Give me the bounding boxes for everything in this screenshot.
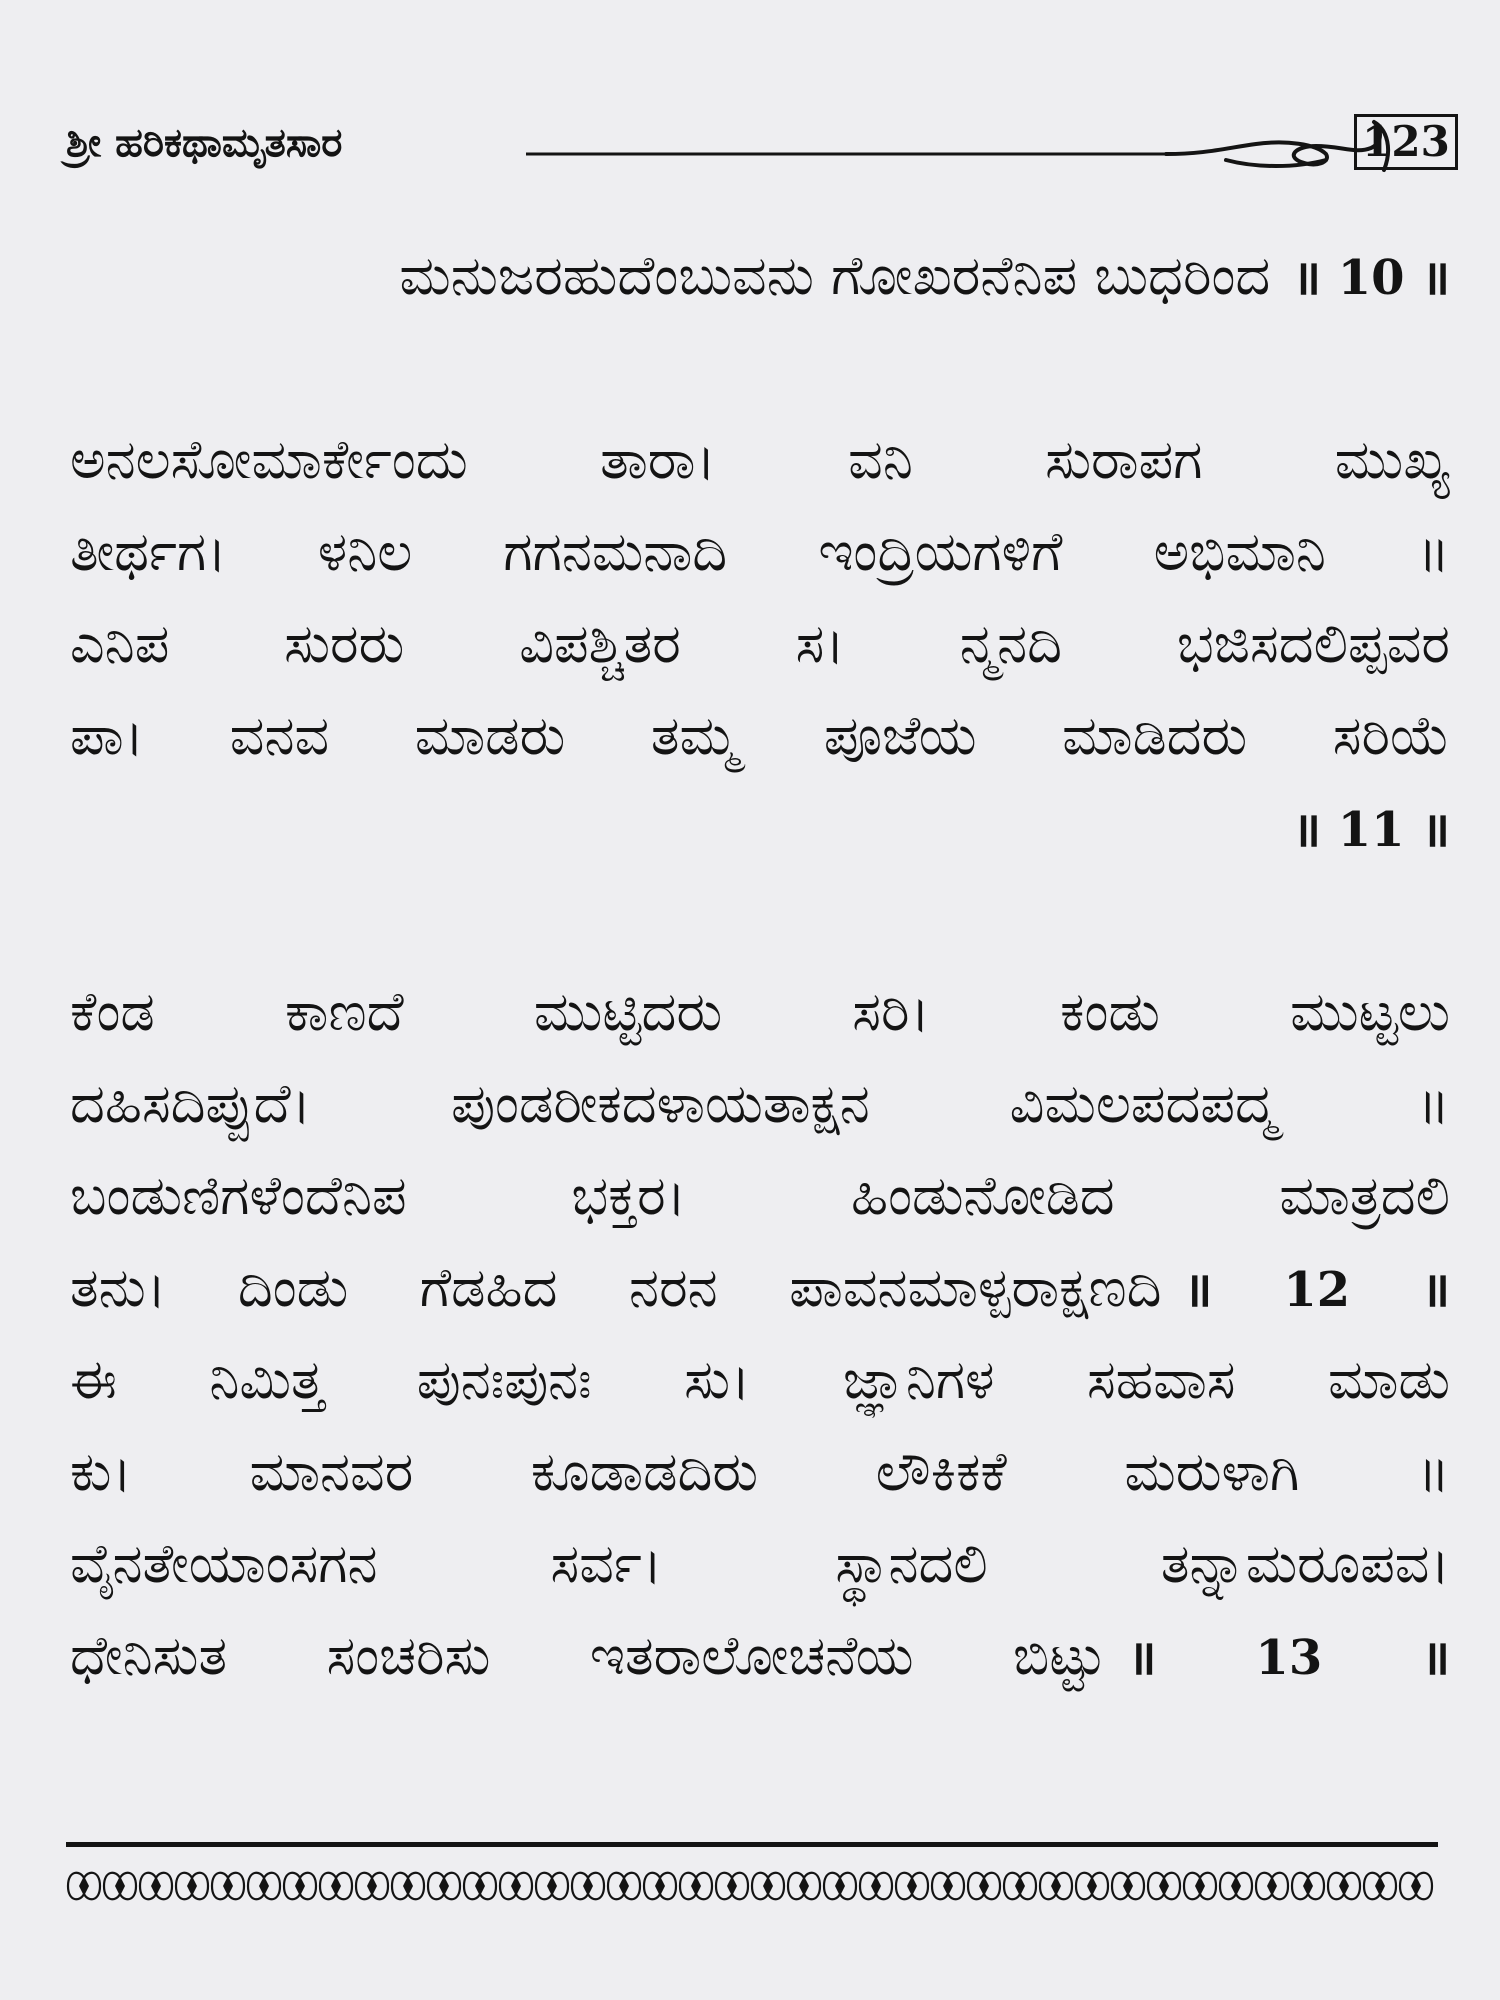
verse-line <box>70 782 1450 874</box>
ornament-motif <box>428 1873 460 1900</box>
ornament-motif <box>896 1873 928 1900</box>
verse-line: ಕು। ಮಾನವರ ಕೂಡಾಡದಿರು ಲೌಕಿಕಕೆ ಮರುಳಾಗಿ ॥ <box>70 1440 1450 1503</box>
footer-ornament-border <box>66 1866 1438 1906</box>
verse-number: ॥ 12 ॥ <box>1183 1262 1450 1318</box>
verse-line: ಬಂಡುಣಿಗಳೆಂದೆನಿಪ ಭಕ್ತರ। ಹಿಂಡುನೋಡಿದ ಮಾತ್ರದಲಿ <box>70 1164 1450 1227</box>
ornament-motif <box>1004 1873 1036 1900</box>
header-flourish-rule <box>526 110 1406 180</box>
ornament-motif <box>68 1873 100 1900</box>
verse-line: ಎನಿಪ ಸುರರು ವಿಪಶ್ಚಿತರ ಸ। ನ್ಮನದಿ ಭಜಿಸದಲಿಪ್ಪವರ <box>70 612 1450 675</box>
ornament-motif <box>212 1873 244 1900</box>
ornament-motif <box>572 1873 604 1900</box>
ornament-motif <box>1364 1873 1396 1900</box>
running-title: ಶ್ರೀ ಹರಿಕಥಾಮೃತಸಾರ <box>66 120 343 166</box>
ornament-motif <box>824 1873 856 1900</box>
ornament-motif <box>644 1873 676 1900</box>
verse-body <box>70 230 1450 1702</box>
ornament-motif <box>932 1873 964 1900</box>
verse-number: ॥ 10 ॥ <box>1292 250 1450 306</box>
verse-line: ವೈನತೇಯಾಂಸಗನ ಸರ್ವ। ಸ್ಥಾನದಲಿ ತನ್ನಾಮರೂಪವ। <box>70 1532 1450 1595</box>
verse-line: ಕೆಂಡ ಕಾಣದೆ ಮುಟ್ಟಿದರು ಸರಿ। ಕಂಡು ಮುಟ್ಟಲು <box>70 980 1450 1043</box>
page-header <box>66 110 1458 180</box>
ornament-motif <box>788 1873 820 1900</box>
ornament-motif <box>320 1873 352 1900</box>
verse-line: ಈ ನಿಮಿತ್ತ ಪುನಃಪುನಃ ಸು। ಜ್ಞಾನಿಗಳ ಸಹವಾಸ ಮಾಡು <box>70 1348 1450 1411</box>
ornament-motif <box>284 1873 316 1900</box>
ornament-motif <box>104 1873 136 1900</box>
ornament-motif <box>860 1873 892 1900</box>
ornament-motif <box>1256 1873 1288 1900</box>
ornament-motif <box>176 1873 208 1900</box>
ornament-motif <box>536 1873 568 1900</box>
ornament-motif <box>140 1873 172 1900</box>
verse-line: ಮನುಜರಹುದೆಂಬುವನು ಗೋಖರನೆನಿಪ ಬುಧರಿಂದ ॥ 10 ॥ <box>399 244 1450 307</box>
ornament-motif <box>356 1873 388 1900</box>
verse-line: ಅನಲಸೋಮಾರ್ಕೇಂದು ತಾರಾ। ವನಿ ಸುರಾಪಗ ಮುಖ್ಯ <box>70 428 1450 491</box>
verse-line: ತನು। ದಿಂಡು ಗೆಡಹಿದ ನರನ ಪಾವನಮಾಳ್ಪರಾಕ್ಷಣದಿ ॥ 12 ॥ <box>70 1256 1450 1319</box>
ornament-motif <box>716 1873 748 1900</box>
ornament-motif <box>1040 1873 1072 1900</box>
verse-line: ದಹಿಸದಿಪ್ಪುದೆ। ಪುಂಡರೀಕದಳಾಯತಾಕ್ಷನ ವಿಮಲಪದಪದ್ಮ ॥ <box>70 1072 1450 1135</box>
ornament-motif <box>1328 1873 1360 1900</box>
ornament-motif <box>464 1873 496 1900</box>
ornament-motif <box>1076 1873 1108 1900</box>
ornament-motif <box>968 1873 1000 1900</box>
verse-line: ಪಾ। ವನವ ಮಾಡರು ತಮ್ಮ ಪೂಜೆಯ ಮಾಡಿದರು ಸರಿಯೆ <box>70 704 1450 767</box>
ornament-motif <box>1400 1873 1432 1900</box>
ornament-motif <box>1220 1873 1252 1900</box>
ornament-motif <box>500 1873 532 1900</box>
verse-line: ತೀರ್ಥಗ। ಳನಿಲ ಗಗನಮನಾದಿ ಇಂದ್ರಿಯಗಳಿಗೆ ಅಭಿಮಾನಿ ॥ <box>70 520 1450 583</box>
verse-line: ಧೇನಿಸುತ ಸಂಚರಿಸು ಇತರಾಲೋಚನೆಯ ಬಿಟ್ಟು ॥ 13 ॥ <box>70 1624 1450 1687</box>
ornament-motif <box>1292 1873 1324 1900</box>
verse-number: ॥ 11 ॥ <box>1292 802 1450 858</box>
ornament-motif <box>608 1873 640 1900</box>
ornament-motif <box>248 1873 280 1900</box>
ornament-motif <box>1148 1873 1180 1900</box>
ornament-motif <box>392 1873 424 1900</box>
verse-number: ॥ 13 ॥ <box>1127 1630 1450 1686</box>
footer-rule <box>66 1842 1438 1847</box>
ornament-motif <box>1184 1873 1216 1900</box>
ornament-motif <box>752 1873 784 1900</box>
ornament-motif <box>1112 1873 1144 1900</box>
ornament-motif <box>680 1873 712 1900</box>
page-number: 123 <box>1354 114 1458 170</box>
